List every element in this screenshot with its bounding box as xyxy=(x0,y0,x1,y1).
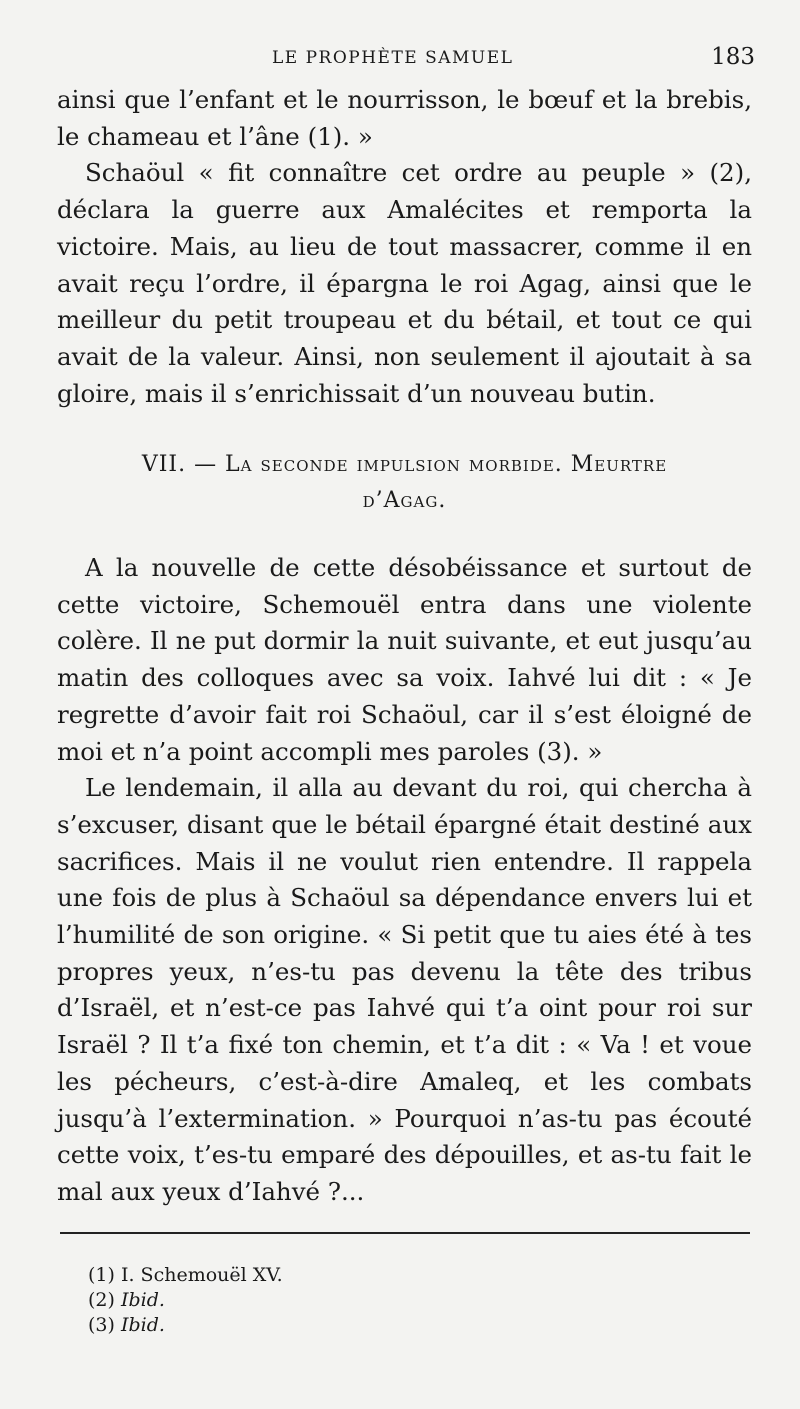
page-header xyxy=(60,40,755,74)
running-title: LE PROPHÈTE SAMUEL xyxy=(272,48,514,68)
footnote xyxy=(88,1288,283,1313)
page-number: 183 xyxy=(711,44,755,70)
body-text-top xyxy=(57,82,752,412)
footnote xyxy=(88,1313,283,1338)
section-heading xyxy=(57,447,752,519)
paragraph: ainsi que l’enfant et le nourrisson, le bœuf et la brebis, le chameau et l’âne (1). » xyxy=(57,85,752,151)
footnote-mark: (3) xyxy=(88,1314,115,1336)
footnote-mark: (2) xyxy=(88,1289,115,1311)
section-heading-line-2: d’Agag. xyxy=(362,488,447,513)
footnote-rule xyxy=(60,1232,750,1234)
paragraph: Schaöul « fit connaître cet ordre au peuple » (2), déclara la guerre aux Amalécites et remporta la victoire. Mais, au lieu de tout massacrer, comme il en avait reçu l’ordre, il épargna le roi Agag, ainsi que le meilleur du petit troupeau et du bétail, et tout ce qui avait de la valeur. Ainsi, non seulement il ajoutait à sa gloire, mais il s’enrichissait d’un nouveau butin. xyxy=(57,158,752,408)
footnotes xyxy=(88,1263,283,1338)
footnote-text: I. Schemouël XV. xyxy=(120,1264,283,1286)
paragraph: Le lendemain, il alla au devant du roi, qui chercha à s’excuser, disant que le bétail épargné était destiné aux sacrifices. Mais il ne voulut rien entendre. Il rappela une fois de plus à Schaöul sa dépendance envers lui et l’humilité de son origine. « Si petit que tu aies été à tes propres yeux, n’es-tu pas devenu la tête des tribus d’Israël, et n’est-ce pas Iahvé qui t’a oint pour roi sur Israël ? Il t’a fixé ton chemin, et t’a dit : « Va ! et voue les pécheurs, c’est-à-dire Amaleq, et les combats jusqu’à l’extermination. » Pourquoi n’as-tu pas écouté cette voix, t’es-tu emparé des dépouilles, et as-tu fait le mal aux yeux d’Iahvé ?... xyxy=(57,773,752,1206)
footnote-text: Ibid. xyxy=(120,1289,165,1311)
paragraph: A la nouvelle de cette désobéissance et surtout de cette victoire, Schemouël entra dans une violente colère. Il ne put dormir la nuit suivante, et eut jusqu’au matin des colloques avec sa voix. Iahvé lui dit : « Je regrette d’avoir fait roi Schaöul, car il s’est éloigné de moi et n’a point accompli mes paroles (3). » xyxy=(57,553,752,766)
body-text-bottom xyxy=(57,550,752,1211)
footnote xyxy=(88,1263,283,1288)
footnote-mark: (1) xyxy=(88,1264,115,1286)
section-heading-line-1: VII. — La seconde impulsion morbide. Meurtre xyxy=(141,452,668,477)
footnote-text: Ibid. xyxy=(120,1314,165,1336)
